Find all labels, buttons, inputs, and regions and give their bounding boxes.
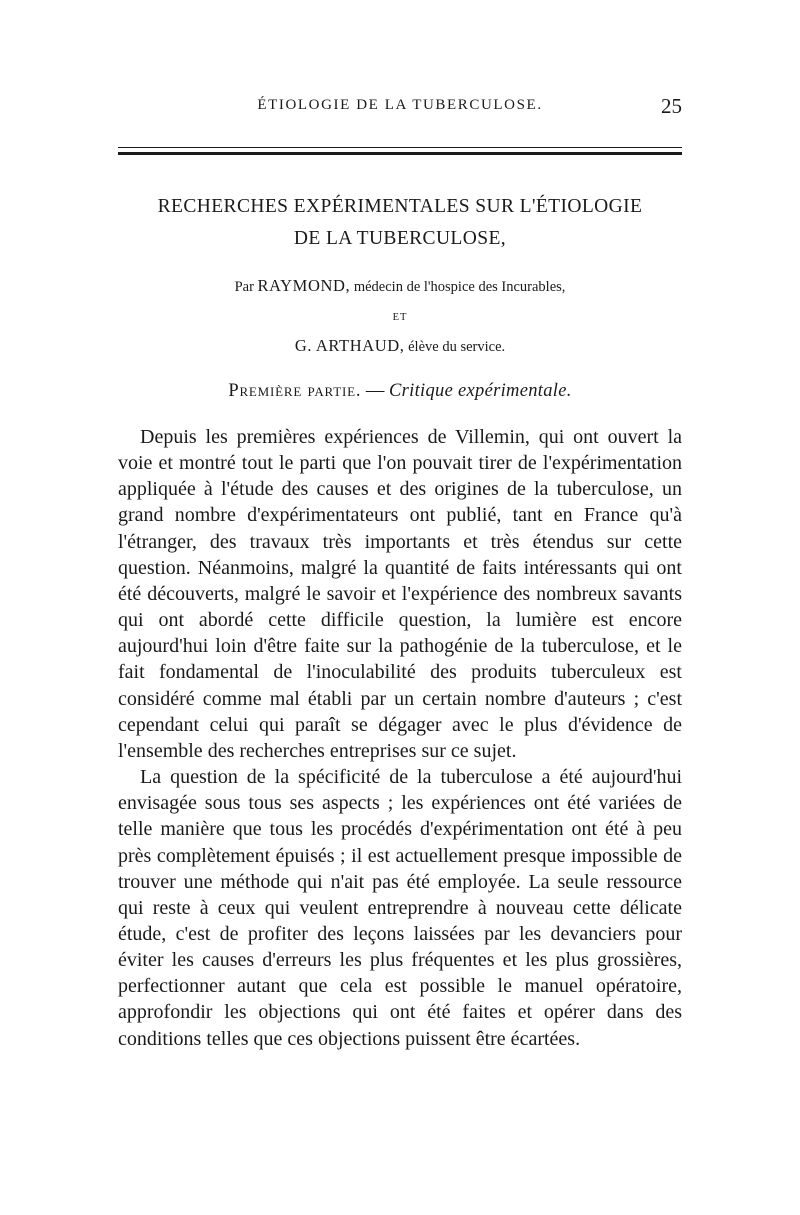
author-line-2 (118, 336, 682, 356)
author1-role: médecin de l'hospice des Incurables, (353, 279, 566, 295)
part-heading (118, 381, 682, 402)
part-dash: — (365, 381, 385, 401)
running-head (118, 94, 682, 118)
author1-prefix: Par (234, 279, 254, 295)
part-subtitle: Critique expérimentale. (389, 381, 572, 401)
article-title-line1: RECHERCHES EXPÉRIMENTALES SUR L'ÉTIOLOGIE (157, 196, 643, 217)
article-title-line2: DE LA TUBERCULOSE, (293, 228, 507, 249)
body-text (118, 424, 682, 1052)
author-line-1 (118, 276, 682, 296)
paragraph-2: La question de la spécificité de la tuberculose a été aujourd'hui envisagée sous tous ses aspects ; les expériences ont été variées de telle manière que tous les procédés d'expérimentation ont été à peu près complètement épuisés ; il est actuellement presque impossible de trouver une méthode qui n'ait pas été employée. La seule ressource qui reste à ceux qui veulent entreprendre à nouveau cette délicate étude, c'est de profiter des leçons laissées par les devanciers pour éviter les causes d'erreurs les plus fréquentes et les plus grossières, perfectionner autant que cela est possible le manuel opératoire, approfondir les objections qui ont été faites et opérer dans des conditions telles que ces objections puissent être écartées. (118, 766, 682, 1050)
part-label: Première partie. (228, 381, 362, 401)
running-title: ÉTIOLOGIE DE LA TUBERCULOSE. (257, 97, 543, 113)
page-number: 25 (661, 94, 682, 118)
header-rule-thick (118, 152, 682, 155)
header-rule-thin (118, 147, 682, 148)
author-conjunction: ET (392, 312, 408, 323)
author1-name: RAYMOND, (257, 276, 351, 295)
author2-role: élève du service. (408, 339, 506, 355)
author2-name: G. ARTHAUD, (294, 336, 405, 355)
paragraph-1: Depuis les premières expériences de Villemin, qui ont ouvert la voie et montré tout le parti que l'on pouvait tirer de l'expérimentation appliquée à l'étude des causes et des origines de la tuberculose, un grand nombre d'expérimentateurs ont publié, tant en France qu'à l'étranger, des travaux très importants et très étendus sur cette question. Néanmoins, malgré la quantité de faits intéressants qui ont été découverts, malgré le savoir et l'expérience des nombreux savants qui ont abordé cette difficile question, la lumière est encore aujourd'hui loin d'être faite sur la pathogénie de la tuberculose, et le fait fondamental de l'inoculabilité des produits tuberculeux est considéré comme mal établi par un certain nombre d'auteurs ; c'est cependant celui qui paraît se dégager avec le plus d'évidence de l'ensemble des recherches entreprises sur ce sujet. (118, 426, 682, 762)
